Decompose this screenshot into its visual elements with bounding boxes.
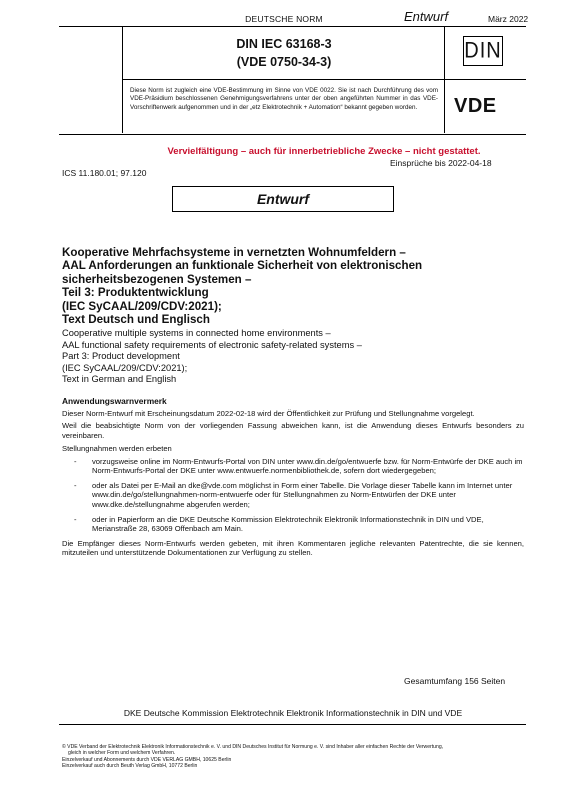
german-title bbox=[62, 246, 522, 326]
german-title-line: Teil 3: Produktentwicklung bbox=[62, 286, 209, 300]
din-logo bbox=[463, 36, 503, 66]
vde-logo: VDE bbox=[454, 95, 497, 117]
english-title-line: Cooperative multiple systems in connected home environments – bbox=[62, 328, 331, 338]
footer-line: Einzelverkauf und Abonnements durch VDE VERLAG GMBH, 10625 Berlin bbox=[62, 756, 232, 763]
publisher-line: DKE Deutsche Kommission Elektrotechnik Elektronik Informationstechnik in DIN und VDE bbox=[123, 708, 463, 718]
footer-line: Einzelverkauf auch durch Beuth Verlag GmbH, 10772 Berlin bbox=[62, 762, 198, 769]
list-bullet: - bbox=[74, 514, 77, 524]
draft-box: Entwurf bbox=[172, 186, 394, 212]
list-item-text: oder als Datei per E-Mail an dke@vde.com möglichst in Form einer Tabelle. Die Vorlage dieser Tabelle kann im Internet unter www.din.de/go/stellungnahmen-norm-entwuerfe oder für Stellungnahmen zu Norm-Entwürfen der DKE unter www.dke.de/stellungnahme abgerufen werden; bbox=[92, 480, 513, 509]
list-item-text: vorzugsweise online im Norm-Entwurfs-Portal von DIN unter www.din.de/go/entwuerfe bzw. für Norm-Entwürfe der DKE auch im Norm-Entwurfs-Portal der DKE unter www.entwuerfe.normenbibliothek.de, sofern dort wiedergegeben; bbox=[92, 456, 523, 476]
footer-line: © VDE Verband der Elektrotechnik Elektronik Informationstechnik e. V. und DIN Deutsches Institut für Normung e. V. sind Inhaber aller einfachen Rechte der Verwertung, bbox=[62, 744, 444, 750]
english-title bbox=[62, 328, 522, 386]
list-bullet: - bbox=[74, 456, 77, 466]
german-title-line: sicherheitsbezogenen Systemen – bbox=[62, 272, 252, 286]
list-item bbox=[62, 515, 524, 534]
list-item bbox=[62, 457, 524, 476]
usage-note-paragraph: Die Empfänger dieses Norm-Entwurfs werden gebeten, mit ihren Kommentaren jegliche relevanten Patentrechte, die sie kennen, mitzuteilen und unterstützende Dokumentationen zur Verfügung zu stellen. bbox=[62, 538, 524, 558]
list-item-text: oder in Papierform an die DKE Deutsche Kommission Elektrotechnik Elektronik Informationstechnik in DIN und VDE, Merianstraße 28, 63069 Offenbach am Main. bbox=[92, 514, 484, 534]
usage-note-paragraph: Dieser Norm-Entwurf mit Erscheinungsdatum 2022-02-18 wird der Öffentlichkeit zur Prüfung und Stellungnahme vorgelegt. bbox=[62, 408, 475, 418]
vde-note: Diese Norm ist zugleich eine VDE-Bestimmung im Sinne von VDE 0022. Sie ist nach Durchführung des vom VDE-Präsidium beschlossenen Genehmigungsverfahrens unter der oben angeführten Nummer in das VDE-Vorschriftenwerk aufgenommen und in der „etz Elektrotechnik + Automation“ bekannt gegeben worden. bbox=[130, 87, 438, 111]
list-item bbox=[62, 481, 524, 510]
bottom-rule bbox=[59, 724, 526, 725]
ics-code: ICS 11.180.01; 97.120 bbox=[62, 168, 147, 178]
reproduction-warning: Vervielfältigung – auch für innerbetriebliche Zwecke – nicht gestattet. bbox=[167, 146, 481, 157]
usage-note-paragraph: Stellungnahmen werden erbeten bbox=[62, 443, 172, 453]
usage-note-heading: Anwendungswarnvermerk bbox=[62, 396, 167, 406]
total-pages: Gesamtumfang 156 Seiten bbox=[404, 676, 506, 686]
vde-number: (VDE 0750-34-3) bbox=[236, 55, 332, 69]
english-title-line: (IEC SyCAAL/209/CDV:2021); bbox=[62, 362, 188, 373]
german-title-line: AAL Anforderungen an funktionale Sicherheit von elektronischen bbox=[62, 259, 423, 273]
english-title-line: Text in German and English bbox=[62, 374, 177, 384]
norm-type-label: DEUTSCHE NORM bbox=[245, 14, 323, 24]
din-logo-text: DIN bbox=[464, 38, 502, 63]
usage-note bbox=[62, 397, 524, 561]
english-title-line: Part 3: Product development bbox=[62, 351, 180, 361]
draft-label: Entwurf bbox=[404, 9, 449, 24]
usage-note-paragraph: Weil die beabsichtigte Norm von der vorliegenden Fassung abweichen kann, ist die Anwendung dieses Entwurfs besonders zu vereinbaren. bbox=[62, 421, 524, 440]
german-title-line: (IEC SyCAAL/209/CDV:2021); bbox=[62, 299, 222, 313]
german-title-line: Kooperative Mehrfachsysteme in vernetzten Wohnumfeldern – bbox=[62, 246, 406, 259]
german-title-line: Text Deutsch und Englisch bbox=[62, 313, 210, 327]
copyright-footer bbox=[62, 744, 542, 769]
title-block-divider-middle bbox=[122, 79, 526, 80]
english-title-line: AAL functional safety requirements of electronic safety-related systems – bbox=[62, 339, 362, 350]
list-bullet: - bbox=[74, 480, 77, 490]
din-number: DIN IEC 63168-3 bbox=[236, 37, 332, 51]
objections-deadline: Einsprüche bis 2022-04-18 bbox=[390, 158, 492, 168]
footer-line: gleich in welcher Form und welchem Verfahren. bbox=[68, 750, 176, 757]
publication-date: März 2022 bbox=[488, 14, 529, 24]
